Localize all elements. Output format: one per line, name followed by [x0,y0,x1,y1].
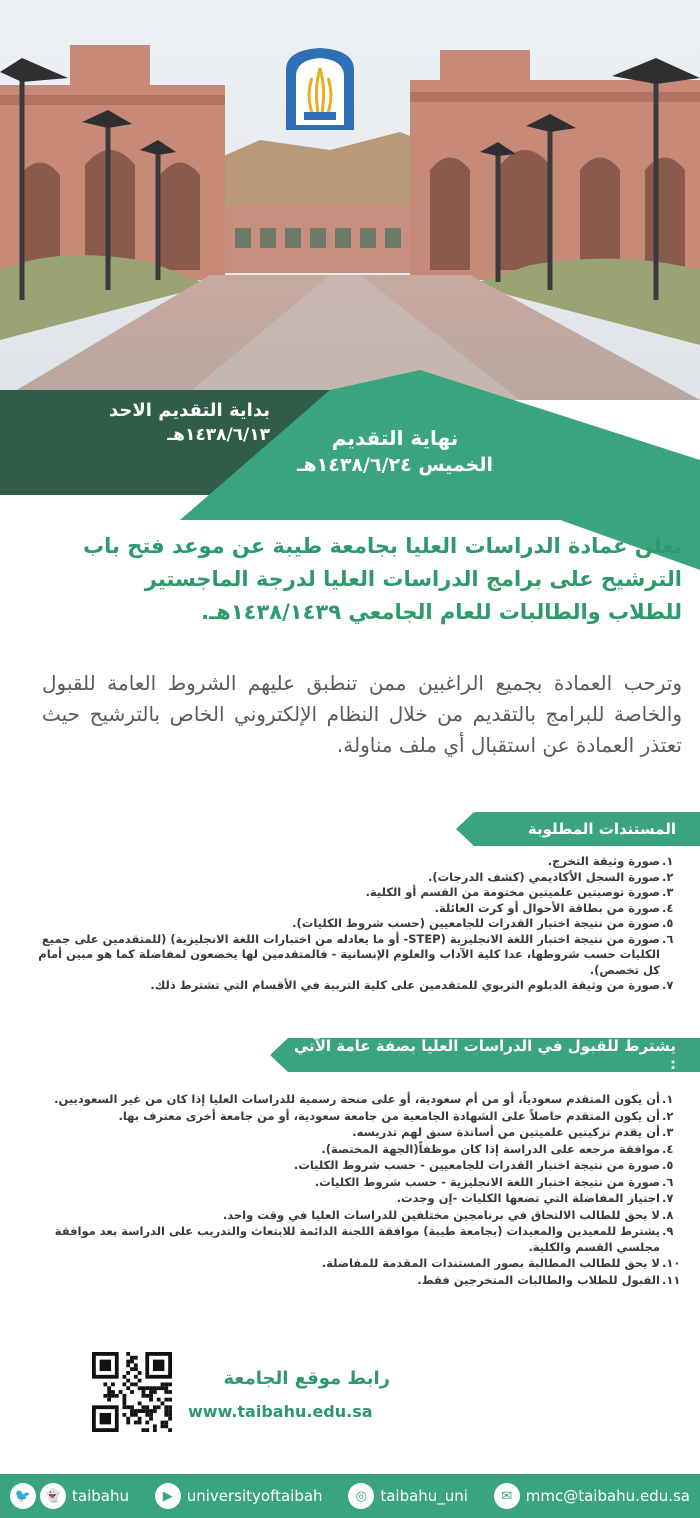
website-link[interactable]: www.taibahu.edu.sa [188,1402,373,1421]
qr-code-icon[interactable] [92,1352,172,1432]
social-footer [0,1474,700,1518]
twitter-handle: taibahu [72,1487,129,1505]
item-text: لا يحق للطالب المطالبة بصور المستندات المقدمة للمفاضلة. [321,1256,660,1270]
item-text: موافقة مرجعه على الدراسة إذا كان موظفاً(الجهة المختصة). [321,1141,660,1156]
list-item [22,978,682,994]
item-number: ٩. [662,1224,674,1238]
item-number: ٧. [662,1191,674,1205]
item-number: ٢. [662,1108,674,1123]
item-text: أن يكون المتقدم حاصلاً على الشهادة الجامعية من جامعة سعودية، أو من جامعة أخرى معترف بها. [118,1108,660,1123]
welcome-text: وترحب العمادة بجميع الراغبين ممن تنطبق عليهم الشروط العامة للقبول والخاصة للبرامج بالتقديم من خلال النظام الإلكتروني الخاص بالترشيح حيث تعتذر العمادة عن استقبال أي ملف مناولة. [42,671,682,757]
item-text: صورة وثيقة التخرج. [547,854,660,868]
item-number: ٣. [662,1125,674,1139]
list-item [22,1109,682,1125]
list-item [22,1092,682,1108]
item-text: صورة من نتيجة اختبار القدرات للجامعيين (حسب شروط الكليات). [292,916,660,930]
item-text: صورة من بطاقة الأحوال أو كرت العائلة. [434,900,660,915]
end-label: نهاية التقديم [331,426,459,450]
social-twitter-snapchat[interactable] [10,1483,129,1509]
item-text: صورة من نتيجة اختبار اللغة الانجليزية (STEP- أو ما يعادله من اختبارات اللغة الانجليزية) (للمتقدمين على جميع الكليات حسب شروطها، عدا كلية الآداب والعلوم الإنسانية - فالمتقدمين لها يخضعون لمفاضلة كما هو مبين أمام كل تخصص). [38,931,660,977]
item-number: ١١. [662,1272,681,1287]
twitter-icon: 🐦 [10,1483,36,1509]
documents-header: المستندات المطلوبة [474,812,700,846]
list-item [22,870,682,886]
list-item [22,1256,682,1272]
end-date: الخميس ١٤٣٨/٦/٢٤هـ [296,454,494,476]
item-text: لا يحق للطالب الالتحاق في برنامجين مختلفين للدراسات العليا في وقت واحد. [222,1207,660,1222]
documents-list [22,854,682,994]
social-email[interactable] [494,1483,690,1509]
item-text: صورة السجل الأكاديمي (كشف الدرجات). [428,869,660,884]
item-text: أن يكون المتقدم سعودياً، أو من أم سعودية، أو على منحة رسمية للدراسات العليا إذا كان من غير السعوديين. [54,1092,660,1106]
list-item [22,885,682,901]
list-item [22,1125,682,1141]
item-text: صورة من نتيجة اختبار القدرات للجامعيين - حسب شروط الكليات. [293,1158,660,1172]
item-number: ٨. [662,1207,674,1222]
youtube-icon: ▶ [155,1483,181,1509]
list-item [22,1142,682,1158]
social-youtube[interactable] [155,1483,323,1509]
list-item [22,1175,682,1191]
university-logo [286,48,354,130]
youtube-handle: universityoftaibah [186,1487,323,1505]
item-text: القبول للطلاب والطالبات المتخرجين فقط. [417,1272,660,1287]
website-title: رابط موقع الجامعة [223,1368,390,1389]
item-text: صورة من وثيقة الدبلوم التربوي للمتقدمين على كلية التربية في الأقسام التي تشترط ذلك. [150,978,660,992]
list-item [22,1273,682,1289]
item-text: صورة توصيتين علميتين مختومة من القسم أو الكلية. [365,885,660,899]
item-number: ٢. [662,869,674,884]
social-instagram[interactable] [348,1483,468,1509]
item-number: ٧. [662,978,674,992]
list-item [22,1191,682,1207]
start-date: ١٤٣٨/٦/١٣هـ [167,425,270,445]
item-number: ١٠. [662,1256,681,1270]
email-icon: ✉ [494,1483,520,1509]
email-address: mmc@taibahu.edu.sa [525,1487,690,1505]
start-label: بداية التقديم الاحد [109,400,270,421]
application-start [100,400,270,445]
announcement-text: تعلن عمادة الدراسات العليا بجامعة طيبة عن موعد فتح باب الترشيح على برامج الدراسات العليا لدرجة الماجستير للطلاب والطالبات للعام الجامعي ١٤٣٨/١٤٣٩هـ. [83,534,682,624]
conditions-header: يشترط للقبول في الدراسات العليا بصفة عامة الآتي : [288,1038,700,1072]
item-text: صورة من نتيجة اختبار اللغة الانجليزية - حسب شروط الكليات. [314,1174,660,1189]
list-item [22,854,682,870]
item-number: ٤. [662,900,674,915]
item-number: ٣. [662,885,674,899]
snapchat-icon: 👻 [40,1483,66,1509]
item-text: أن يقدم تزكيتين علميتين من أساتذة سبق لهم تدريسه. [352,1125,660,1139]
instagram-icon: ◎ [348,1483,374,1509]
item-number: ٦. [662,1174,674,1189]
list-item [22,1208,682,1224]
item-number: ٦. [662,931,674,946]
list-item [22,1158,682,1174]
item-number: ٥. [662,1158,674,1172]
item-number: ٤. [662,1141,674,1156]
item-number: ١. [662,854,674,868]
list-item [22,932,682,979]
list-item [22,1224,682,1255]
list-item [22,916,682,932]
list-item [22,901,682,917]
instagram-handle: taibahu_uni [380,1487,468,1505]
item-text: اجتياز المفاضلة التي تضعها الكليات -إن وجدت. [396,1191,660,1205]
campus-photo [0,0,700,400]
application-end [270,426,520,476]
item-number: ١. [662,1092,674,1106]
conditions-list [22,1092,682,1289]
item-text: يشترط للمعيدين والمعيدات (بجامعة طيبة) موافقة اللجنة الدائمة للابتعاث والتدريب على الدراسة بعد موافقة مجلسي القسم والكلية. [54,1224,660,1254]
item-number: ٥. [662,916,674,930]
